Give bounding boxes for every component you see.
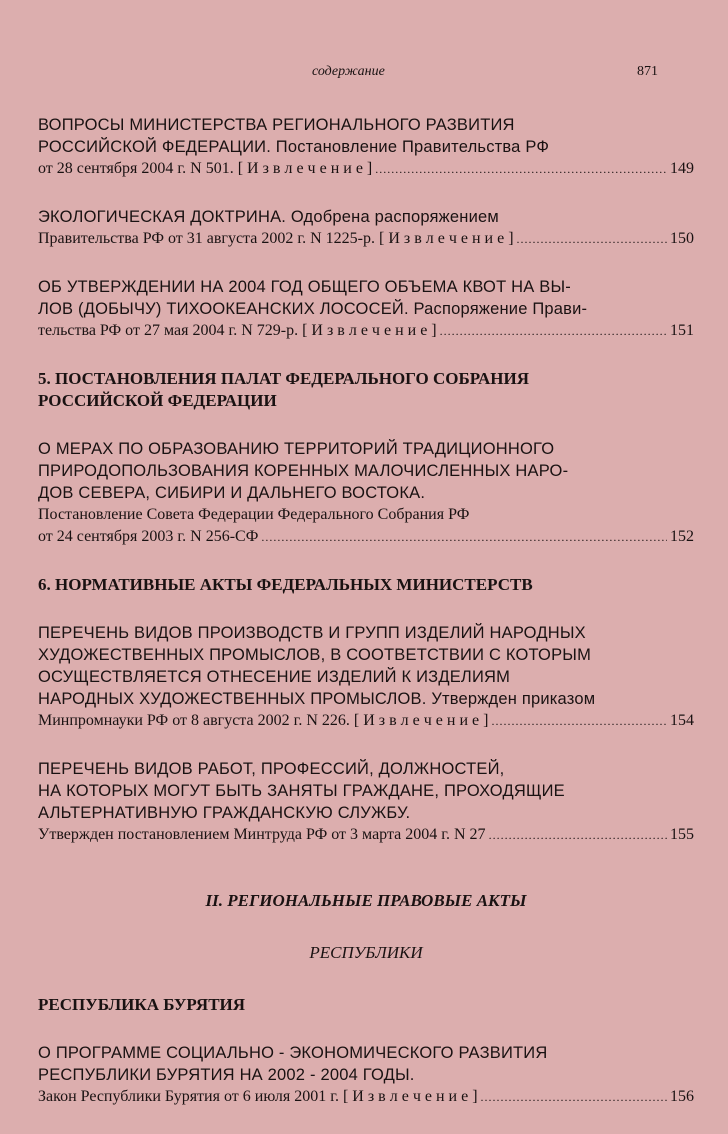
entry-page-number: 155 [670, 826, 694, 843]
entry-title-line: ПЕРЕЧЕНЬ ВИДОВ РАБОТ, ПРОФЕССИЙ, ДОЛЖНОСТЕЙ, [38, 760, 505, 778]
entry-citation: тельства РФ от 27 мая 2004 г. N 729-р. [ И з в л е ч е н и е ] [38, 322, 437, 339]
page-number: 871 [637, 64, 658, 79]
entry-title-line: РОССИЙСКОЙ ФЕДЕРАЦИИ. Постановление Правительства РФ [38, 138, 550, 156]
toc-entry [38, 622, 694, 732]
toc-content [38, 114, 694, 1134]
toc-entry [38, 1042, 694, 1108]
entry-title-line: НАРОДНЫХ ХУДОЖЕСТВЕННЫХ ПРОМЫСЛОВ. Утвержден приказом [38, 690, 596, 708]
entry-title-line: ПЕРЕЧЕНЬ ВИДОВ ПРОИЗВОДСТВ И ГРУПП ИЗДЕЛИЙ НАРОДНЫХ [38, 624, 586, 642]
entry-citation: от 24 сентября 2003 г. N 256-СФ [38, 528, 259, 545]
entry-title-line: РЕСПУБЛИКИ БУРЯТИЯ НА 2002 - 2004 ГОДЫ. [38, 1066, 415, 1084]
entry-citation: Закон Республики Бурятия от 6 июля 2001 г. [ И з в л е ч е н и е ] [38, 1088, 478, 1105]
region-heading: РЕСПУБЛИКА БУРЯТИЯ [38, 995, 246, 1014]
entry-citation: от 28 сентября 2004 г. N 501. [ И з в л е ч е н и е ] [38, 160, 373, 177]
entry-title-line: ОСУЩЕСТВЛЯЕТСЯ ОТНЕСЕНИЕ ИЗДЕЛИЙ К ИЗДЕЛИЯМ [38, 668, 511, 686]
dot-leader [489, 824, 667, 846]
entry-title-line: ЭКОЛОГИЧЕСКАЯ ДОКТРИНА. Одобрена распоряжением [38, 208, 499, 226]
entry-citation: Утвержден постановлением Минтруда РФ от 3 марта 2004 г. N 27 [38, 826, 486, 843]
entry-title-line: ХУДОЖЕСТВЕННЫХ ПРОМЫСЛОВ, В СООТВЕТСТВИИ С КОТОРЫМ [38, 646, 592, 664]
entry-page-number: 149 [670, 160, 694, 177]
entry-page-number: 151 [670, 322, 694, 339]
part-heading: II. РЕГИОНАЛЬНЫЕ ПРАВОВЫЕ АКТЫ [205, 891, 527, 910]
toc-entry [38, 114, 694, 180]
entry-page-number: 152 [670, 528, 694, 545]
entry-title-line: АЛЬТЕРНАТИВНУЮ ГРАЖДАНСКУЮ СЛУЖБУ. [38, 804, 411, 822]
entry-title-line: ДОВ СЕВЕРА, СИБИРИ И ДАЛЬНЕГО ВОСТОКА. [38, 484, 426, 502]
toc-entry [38, 438, 694, 548]
entry-page-line [38, 1086, 694, 1108]
entry-title-line: О МЕРАХ ПО ОБРАЗОВАНИЮ ТЕРРИТОРИЙ ТРАДИЦИОННОГО [38, 440, 555, 458]
entry-title-line: НА КОТОРЫХ МОГУТ БЫТЬ ЗАНЯТЫ ГРАЖДАНЕ, ПРОХОДЯЩИЕ [38, 782, 565, 800]
entry-page-line [38, 228, 694, 250]
dot-leader [491, 710, 667, 732]
entry-page-line [38, 710, 694, 732]
toc-entry [38, 206, 694, 250]
section-heading-line: РОССИЙСКОЙ ФЕДЕРАЦИИ [38, 391, 277, 410]
dot-leader [517, 228, 667, 250]
page-header [0, 64, 728, 86]
running-title: содержание [312, 64, 385, 79]
entry-body-line: Постановление Совета Федерации Федерального Собрания РФ [38, 506, 470, 523]
dot-leader [440, 320, 667, 342]
entry-title-line: ОБ УТВЕРЖДЕНИИ НА 2004 ГОД ОБЩЕГО ОБЪЕМА КВОТ НА ВЫ- [38, 278, 571, 296]
toc-entry [38, 758, 694, 846]
entry-page-number: 154 [670, 712, 694, 729]
section-heading-line: 5. ПОСТАНОВЛЕНИЯ ПАЛАТ ФЕДЕРАЛЬНОГО СОБРАНИЯ [38, 369, 529, 388]
entry-title-line: О ПРОГРАММЕ СОЦИАЛЬНО - ЭКОНОМИЧЕСКОГО РАЗВИТИЯ [38, 1044, 548, 1062]
entry-page-line [38, 526, 694, 548]
part-subheading: РЕСПУБЛИКИ [309, 943, 423, 962]
section-heading-line: 6. НОРМАТИВНЫЕ АКТЫ ФЕДЕРАЛЬНЫХ МИНИСТЕРСТВ [38, 575, 533, 594]
entry-page-number: 156 [670, 1088, 694, 1105]
dot-leader [375, 158, 667, 180]
entry-page-line [38, 824, 694, 846]
entry-page-line [38, 320, 694, 342]
entry-title-line: ПРИРОДОПОЛЬЗОВАНИЯ КОРЕННЫХ МАЛОЧИСЛЕННЫХ НАРО- [38, 462, 569, 480]
dot-leader [481, 1086, 667, 1108]
entry-title-line: ВОПРОСЫ МИНИСТЕРСТВА РЕГИОНАЛЬНОГО РАЗВИТИЯ [38, 116, 515, 134]
entry-page-line [38, 158, 694, 180]
entry-title-line: ЛОВ (ДОБЫЧУ) ТИХООКЕАНСКИХ ЛОСОСЕЙ. Распоряжение Прави- [38, 300, 588, 318]
section-heading [38, 574, 694, 596]
toc-entry [38, 276, 694, 342]
dot-leader [261, 526, 667, 548]
entry-citation: Минпромнауки РФ от 8 августа 2002 г. N 226. [ И з в л е ч е н и е ] [38, 712, 489, 729]
section-heading [38, 368, 694, 412]
entry-citation: Правительства РФ от 31 августа 2002 г. N 1225-р. [ И з в л е ч е н и е ] [38, 230, 514, 247]
entry-page-number: 150 [670, 230, 694, 247]
